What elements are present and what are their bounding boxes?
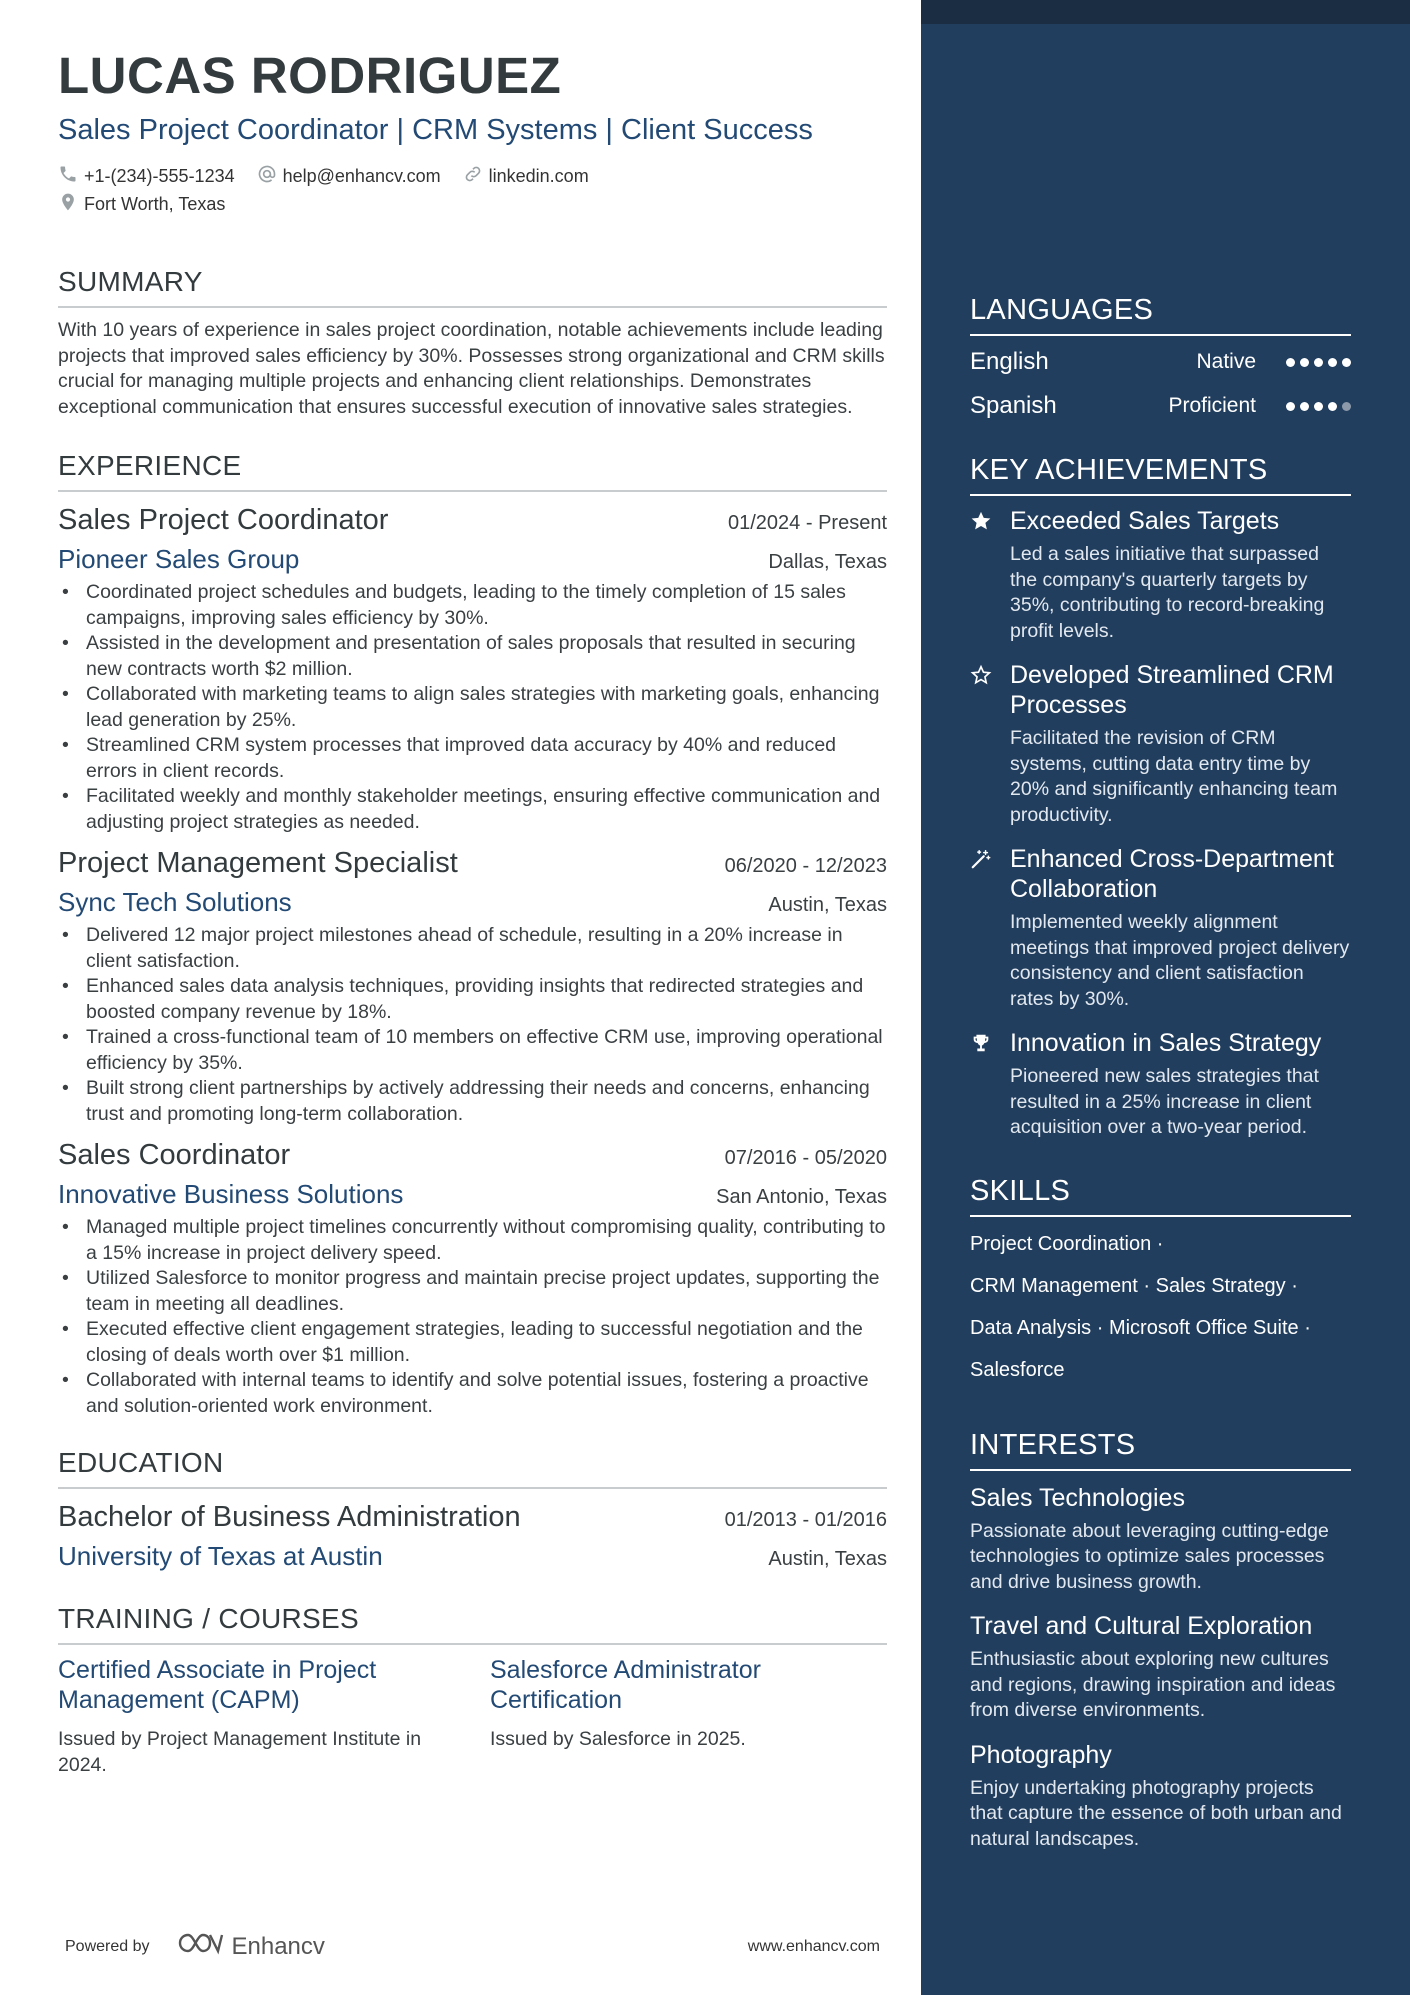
achievement-title: Exceeded Sales Targets	[1010, 507, 1280, 535]
interests-title: INTERESTS	[970, 1425, 1351, 1471]
job-date: 06/2020 - 12/2023	[724, 855, 887, 877]
job-bullet: • Collaborated with marketing teams to align sales strategies with marketing goals, enhancing lead generation by 25%.	[58, 682, 887, 733]
main-column	[58, 44, 887, 1778]
summary-text: With 10 years of experience in sales project coordination, notable achievements include leading projects that improved sales efficiency by 30%. Possesses strong organizational and CRM skills crucial for managing multiple projects and enhancing client relationships. Demonstrates exceptional communication that ensures successful execution of innovative sales strategies.	[58, 319, 885, 418]
job-entry	[58, 1135, 887, 1419]
interest-desc: Passionate about leveraging cutting-edge technologies to optimize sales processes and drive business growth.	[970, 1519, 1329, 1593]
language-level: Proficient	[1168, 394, 1256, 417]
language-name: English	[970, 348, 1049, 375]
website-link[interactable]: www.enhancv.com	[747, 1937, 880, 1955]
job-bullet: • Managed multiple project timelines concurrently without compromising quality, contributing to a 15% increase in project delivery speed.	[58, 1215, 887, 1266]
achievement-title: Enhanced Cross-Department Collaboration	[1010, 845, 1334, 903]
job-company: Innovative Business Solutions	[58, 1179, 404, 1209]
job-location: Austin, Texas	[768, 894, 887, 916]
job-bullet: • Streamlined CRM system processes that improved data accuracy by 40% and reduced errors in client records.	[58, 733, 887, 784]
summary-section	[58, 264, 887, 420]
skills-section	[970, 1171, 1351, 1391]
interest-desc: Enthusiastic about exploring new cultures and regions, drawing inspiration and ideas from diverse environments.	[970, 1648, 1336, 1721]
job-bullet: • Coordinated project schedules and budgets, leading to the timely completion of 15 sales campaigns, improving sales efficiency by 30%.	[58, 580, 887, 631]
enhancv-logo-icon	[176, 1930, 224, 1963]
job-entry	[58, 843, 887, 1127]
achievements-title: KEY ACHIEVEMENTS	[970, 450, 1351, 496]
interest-title: Travel and Cultural Exploration	[970, 1612, 1313, 1640]
achievement-title: Innovation in Sales Strategy	[1010, 1029, 1322, 1057]
job-bullets	[58, 1215, 887, 1419]
star-filled-icon	[970, 506, 994, 644]
job-title: Sales Project Coordinator	[58, 504, 389, 536]
trophy-icon	[970, 1028, 994, 1141]
course-title: Certified Associate in Project Management (CAPM)	[58, 1656, 377, 1714]
job-company: Sync Tech Solutions	[58, 887, 292, 917]
interest-item	[970, 1481, 1351, 1596]
job-bullet: • Enhanced sales data analysis techniques, providing insights that redirected strategies and boosted company revenue by 18%.	[58, 974, 887, 1025]
job-bullet: • Delivered 12 major project milestones ahead of schedule, resulting in a 20% increase in client satisfaction.	[58, 923, 887, 974]
achievement-item	[970, 660, 1351, 828]
job-bullet: • Assisted in the development and presentation of sales proposals that resulted in securing new contracts worth $2 million.	[58, 631, 887, 682]
course-desc: Issued by Project Management Institute in 2024.	[58, 1728, 422, 1776]
rating-dot	[1286, 402, 1295, 411]
degree-title: Bachelor of Business Administration	[58, 1501, 521, 1533]
skill-line: Data Analysis · Microsoft Office Suite ·	[970, 1316, 1311, 1339]
job-date: 01/2024 - Present	[728, 512, 887, 534]
job-bullet: • Utilized Salesforce to monitor progress and maintain precise project updates, supporting the team in meeting all deadlines.	[58, 1266, 887, 1317]
phone-text: +1-(234)-555-1234	[84, 165, 235, 186]
training-section	[58, 1601, 887, 1778]
training-title: TRAINING / COURSES	[58, 1601, 887, 1645]
rating-dot	[1314, 402, 1323, 411]
candidate-name: LUCAS RODRIGUEZ	[58, 47, 562, 104]
languages-section	[970, 290, 1351, 428]
summary-title: SUMMARY	[58, 264, 887, 308]
course-item	[490, 1655, 886, 1778]
education-section	[58, 1445, 887, 1575]
job-entry	[58, 500, 887, 835]
job-bullet: • Facilitated weekly and monthly stakeholder meetings, ensuring effective communication and adjusting project strategies as needed.	[58, 784, 887, 835]
achievement-desc: Implemented weekly alignment meetings that improved project delivery consistency and client satisfaction rates by 30%.	[1010, 911, 1350, 1010]
job-company: Pioneer Sales Group	[58, 544, 300, 574]
contact-email[interactable]	[257, 164, 441, 189]
brand-name: Enhancv	[231, 1932, 325, 1960]
candidate-headline: Sales Project Coordinator | CRM Systems | Client Success	[58, 114, 813, 146]
achievement-desc: Pioneered new sales strategies that resulted in a 25% increase in client acquisition over a two-year period.	[1010, 1065, 1319, 1138]
skill-line: CRM Management · Sales Strategy ·	[970, 1274, 1298, 1297]
contact-location	[58, 192, 225, 217]
job-date: 07/2016 - 05/2020	[724, 1147, 887, 1169]
achievement-desc: Facilitated the revision of CRM systems, cutting data entry time by 20% and significantly enhancing team productivity.	[1010, 727, 1338, 826]
location-pin-icon	[58, 192, 78, 217]
rating-dot	[1328, 358, 1337, 367]
job-location: Dallas, Texas	[768, 551, 887, 573]
job-title: Sales Coordinator	[58, 1139, 291, 1171]
skills-list	[970, 1223, 1351, 1391]
language-name: Spanish	[970, 392, 1057, 419]
linkedin-text: linkedin.com	[488, 165, 589, 186]
job-bullet: • Executed effective client engagement strategies, leading to successful negotiation and the closing of deals worth over $1 million.	[58, 1317, 887, 1368]
skill-line: Project Coordination ·	[970, 1232, 1164, 1255]
link-icon	[463, 164, 483, 189]
language-item	[970, 384, 1351, 428]
job-location: San Antonio, Texas	[716, 1186, 887, 1208]
powered-by-text: Powered by	[65, 1937, 150, 1955]
contact-phone[interactable]	[58, 164, 235, 189]
rating-dot	[1314, 358, 1323, 367]
experience-section	[58, 448, 887, 1419]
achievement-desc: Led a sales initiative that surpassed the company's quarterly targets by 35%, contributing to record-breaking profit levels.	[1010, 543, 1325, 642]
education-title: EDUCATION	[58, 1445, 887, 1489]
school-name: University of Texas at Austin	[58, 1541, 383, 1571]
interest-desc: Enjoy undertaking photography projects that capture the essence of both urban and natural landscapes.	[970, 1776, 1342, 1850]
achievement-item	[970, 506, 1351, 644]
language-rating	[1286, 402, 1351, 411]
rating-dot	[1328, 402, 1337, 411]
rating-dot	[1342, 402, 1351, 411]
phone-icon	[58, 164, 78, 189]
job-title: Project Management Specialist	[58, 847, 458, 879]
experience-title: EXPERIENCE	[58, 448, 887, 492]
sidebar-top-bar	[921, 0, 1410, 24]
interest-item	[970, 1609, 1351, 1724]
achievements-section	[970, 450, 1351, 1141]
interests-section	[970, 1425, 1351, 1853]
languages-title: LANGUAGES	[970, 290, 1351, 336]
education-entry	[58, 1497, 887, 1575]
job-bullets	[58, 580, 887, 835]
enhancv-brand[interactable]	[176, 1930, 325, 1963]
skills-title: SKILLS	[970, 1171, 1351, 1217]
language-rating	[1286, 358, 1351, 367]
rating-dot	[1286, 358, 1295, 367]
email-text: help@enhancv.com	[282, 165, 441, 186]
contact-linkedin[interactable]	[463, 164, 589, 189]
achievement-item	[970, 1028, 1351, 1141]
course-desc: Issued by Salesforce in 2025.	[490, 1728, 746, 1750]
rating-dot	[1300, 402, 1309, 411]
location-text: Fort Worth, Texas	[84, 193, 226, 214]
job-bullet: • Collaborated with internal teams to identify and solve potential issues, fostering a proactive and solution-oriented work environment.	[58, 1368, 887, 1419]
star-outline-icon	[970, 660, 994, 828]
footer	[65, 1930, 880, 1963]
magic-wand-icon	[970, 844, 994, 1012]
job-bullet: • Trained a cross-functional team of 10 members on effective CRM use, improving operational efficiency by 35%.	[58, 1025, 887, 1076]
course-item	[58, 1655, 454, 1778]
language-item	[970, 340, 1351, 384]
interest-item	[970, 1738, 1351, 1853]
course-title: Salesforce Administrator Certification	[490, 1656, 761, 1714]
education-date: 01/2013 - 01/2016	[724, 1509, 887, 1531]
contact-info	[58, 162, 887, 218]
skill-line: Salesforce	[970, 1358, 1065, 1381]
interest-title: Sales Technologies	[970, 1483, 1185, 1512]
language-level: Native	[1196, 350, 1256, 373]
rating-dot	[1300, 358, 1309, 367]
interest-title: Photography	[970, 1740, 1112, 1769]
sidebar	[970, 290, 1351, 1852]
rating-dot	[1342, 358, 1351, 367]
at-sign-icon	[257, 164, 277, 189]
achievement-title: Developed Streamlined CRM Processes	[1010, 661, 1334, 719]
job-bullets	[58, 923, 887, 1127]
school-location: Austin, Texas	[768, 1548, 887, 1570]
job-bullet: • Built strong client partnerships by actively addressing their needs and concerns, enhancing trust and promoting long-term collaboration.	[58, 1076, 887, 1127]
achievement-item	[970, 844, 1351, 1012]
